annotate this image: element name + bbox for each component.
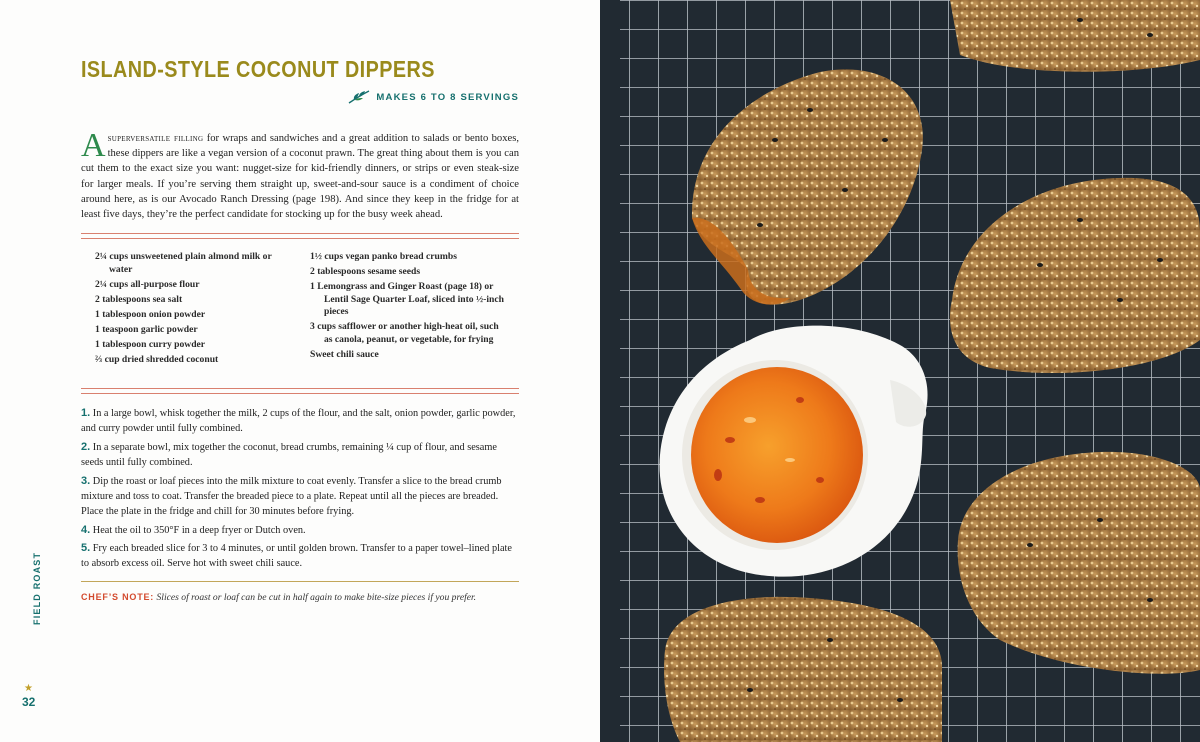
herb-sprig-icon (348, 90, 370, 104)
step-4 (81, 523, 519, 538)
chefs-note-text: Slices of roast or loaf can be cut in half again to make bite-size pieces if you prefer. (154, 592, 477, 603)
step-text: Fry each breaded slice for 3 to 4 minutes, or until golden brown. Transfer to a paper towel–lined plate to absorb excess oil. Serve hot with sweet chili sauce. (81, 543, 512, 570)
step-number: 1. (81, 407, 91, 419)
ingredient-item: Sweet chili sauce (310, 348, 379, 360)
step-number: 2. (81, 440, 91, 453)
step-text: Dip the roast or loaf pieces into the milk mixture to coat evenly. Transfer a slice to the bread crumb mixture and toss to coat. Transfer the breaded piece to a plate. Repeat until all the pieces are breaded. Place the plate in the fridge and chill for 30 minutes before frying. (81, 475, 502, 517)
food-photo (600, 0, 1200, 742)
ingredients-left-column (95, 251, 290, 369)
food-photo-illustration (600, 0, 1200, 742)
ingredients-right-column (310, 251, 505, 364)
ingredient-item: ⅔ cup dried shredded coconut (95, 353, 219, 365)
ingredient-item: 2¼ cups unsweetened plain almond milk or water (95, 251, 272, 275)
ingredient-item: 1 Lemongrass and Ginger Roast (page 18) or Lentil Sage Quarter Loaf, sliced into ½-inch pieces (310, 281, 504, 317)
servings-text: MAKES 6 TO 8 SERVINGS (376, 91, 519, 103)
intro-lead: superversatile filling (107, 133, 204, 144)
ingredient-item: 2 tablespoons sea salt (95, 293, 183, 305)
step-3 (81, 474, 519, 520)
star-icon: ★ (24, 683, 33, 694)
step-1 (81, 406, 519, 436)
method-steps (81, 406, 519, 575)
ingredient-item: 2 tablespoons sesame seeds (310, 266, 421, 277)
ingredient-item: 1½ cups vegan panko bread crumbs (310, 251, 457, 262)
step-number: 5. (81, 542, 91, 555)
ingredient-item: 3 cups safflower or another high-heat oil, such as canola, peanut, or vegetable, for frying (310, 321, 499, 345)
chefs-note-label: CHEF’S NOTE: (81, 592, 155, 602)
ingredients-bottom-rule (81, 388, 519, 394)
note-rule (81, 581, 519, 582)
drop-cap: A (81, 127, 106, 164)
step-2 (81, 440, 519, 470)
recipe-title: ISLAND-STYLE COCONUT DIPPERS (81, 56, 435, 82)
step-number: 4. (81, 523, 91, 536)
step-5 (81, 541, 519, 571)
step-number: 3. (81, 474, 91, 487)
ingredients-top-rule (81, 233, 519, 239)
section-label: FIELD ROAST (32, 551, 42, 625)
ingredient-item: 1 tablespoon curry powder (95, 338, 206, 350)
chefs-note (81, 592, 521, 603)
intro-body: for wraps and sandwiches and a great addition to salads or bento boxes, these dippers are like a vegan version of a coconut prawn. The great thing about them is you can cut them to the exact size you want: nugget-size for kid-friendly dinners, or strips or even steak-size for larger meals. If you’re serving them straight up, sweet-and-sour sauce is a condiment of choice around here, as is our Avocado Ranch Dressing (page 198). And since they keep in the fridge for at least five days, they’re the perfect candidate for stocking up for the busy week ahead. (81, 133, 519, 221)
page-number: 32 (22, 695, 36, 709)
ingredient-item: 1 teaspoon garlic powder (95, 323, 198, 335)
ingredient-item: 2¼ cups all-purpose flour (95, 278, 200, 290)
intro-paragraph (81, 127, 519, 222)
step-text: In a separate bowl, mix together the coconut, bread crumbs, remaining ¼ cup of flour, and sesame seeds until fully combined. (81, 441, 497, 468)
step-text: Heat the oil to 350°F in a deep fryer or Dutch oven. (92, 524, 306, 536)
servings-line (348, 90, 519, 104)
step-text: In a large bowl, whisk together the milk, 2 cups of the flour, and the salt, onion powder, garlic powder, and curry powder until fully combined. (81, 408, 516, 435)
ingredient-item: 1 tablespoon onion powder (95, 308, 206, 320)
